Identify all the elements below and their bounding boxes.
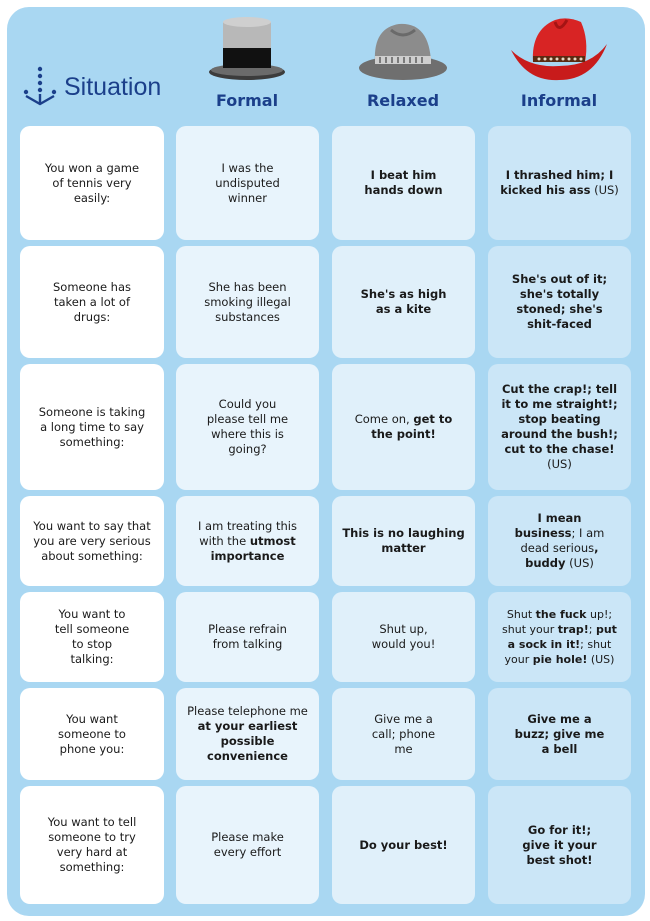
informal-plain-text: up!; shut your — [502, 608, 613, 636]
relaxed-cell — [332, 364, 475, 490]
relaxed-text: Shut up, would you! — [371, 622, 436, 651]
situation-title: Situation — [64, 72, 162, 101]
informal-bold-text: Cut the crap!; tell it to me straight!; stop beating around the bush!; cut to the chase! — [501, 382, 618, 456]
informal-cell — [488, 592, 631, 682]
relaxed-bold-text: get to the point! — [371, 412, 453, 441]
situation-text: You want someone to phone you: — [58, 711, 126, 756]
formal-text: Please refrain from talking — [208, 622, 287, 651]
relaxed-cell — [332, 126, 475, 240]
informal-cell — [488, 364, 631, 490]
formal-text: She has been smoking illegal substances — [204, 279, 291, 324]
situation-header — [22, 66, 161, 108]
formal-cell — [176, 786, 319, 904]
informal-plain-text: ; I am dead serious — [520, 526, 605, 555]
column-title-informal: Informal — [520, 91, 598, 110]
formal-text: Please make every effort — [211, 830, 284, 859]
column-header-formal — [176, 0, 318, 120]
situation-text: You won a game of tennis very easily: — [44, 160, 140, 205]
relaxed-cell — [332, 786, 475, 904]
informal-note-text: (US) — [590, 183, 619, 197]
informal-bold-text: , buddy — [525, 541, 599, 570]
informal-bold-text: pie hole! — [532, 653, 588, 666]
situation-text: You want to say that you are very serious about something: — [33, 518, 151, 563]
formal-plain-text: Please telephone me — [187, 704, 308, 718]
informal-bold-text: I thrashed him; I kicked his ass — [500, 168, 614, 197]
column-title-relaxed: Relaxed — [366, 91, 440, 110]
informal-bold-text: trap! — [557, 623, 589, 636]
informal-note-text: (US) — [587, 653, 615, 666]
formal-plain-text: I am treating this with the — [198, 518, 297, 548]
informal-bold-text: I mean business — [514, 511, 582, 540]
relaxed-plain-text: Come on, — [354, 412, 414, 426]
relaxed-cell — [332, 592, 475, 682]
relaxed-text — [342, 412, 465, 442]
formal-cell — [176, 364, 319, 490]
situation-cell — [20, 786, 164, 904]
column-title-formal: Formal — [215, 91, 279, 110]
formal-bold-text: utmost importance — [210, 533, 296, 563]
relaxed-cell — [332, 496, 475, 586]
relaxed-cell — [332, 246, 475, 358]
dotted-down-arrow-icon — [22, 66, 58, 108]
informal-text: Go for it!; give it your best shot! — [522, 822, 597, 867]
situation-cell — [20, 246, 164, 358]
top-hat-icon — [176, 10, 318, 82]
formal-text: I was the undisputed winner — [215, 160, 280, 205]
situation-text: Someone has taken a lot of drugs: — [53, 279, 131, 324]
informal-text — [498, 168, 621, 198]
relaxed-text: She's as high as a kite — [360, 287, 447, 316]
informal-bold-text: put a sock in it! — [507, 623, 617, 651]
relaxed-text: Do your best! — [359, 837, 448, 852]
informal-cell — [488, 496, 631, 586]
informal-text: Give me a buzz; give me a bell — [514, 711, 605, 756]
column-header-informal — [488, 0, 630, 120]
situation-text: You want to tell someone to stop talking: — [54, 607, 130, 666]
formal-text — [186, 704, 309, 764]
column-header-relaxed — [332, 0, 474, 120]
fedora-hat-icon — [332, 10, 474, 84]
informal-plain-text: Shut — [506, 608, 536, 621]
situation-text: Someone is taking a long time to say something: — [38, 404, 146, 449]
informal-plain-text: ; shut your — [504, 638, 612, 666]
situation-cell — [20, 496, 164, 586]
formal-cell — [176, 246, 319, 358]
informal-text — [498, 607, 621, 667]
formal-cell — [176, 592, 319, 682]
informal-cell — [488, 688, 631, 780]
formal-cell — [176, 688, 319, 780]
informal-cell — [488, 246, 631, 358]
informal-plain-text: ; — [588, 623, 596, 636]
formal-cell — [176, 126, 319, 240]
informal-text — [498, 511, 621, 571]
informal-cell — [488, 786, 631, 904]
situation-cell — [20, 592, 164, 682]
informal-text: She's out of it; she's totally stoned; she's shit-faced — [511, 272, 608, 331]
formal-cell — [176, 496, 319, 586]
situation-cell — [20, 126, 164, 240]
informal-note-text: (US) — [547, 457, 572, 471]
informal-bold-text: the fuck — [535, 608, 587, 621]
informal-note-text: (US) — [565, 556, 594, 570]
relaxed-cell — [332, 688, 475, 780]
relaxed-text: I beat him hands down — [364, 168, 443, 197]
informal-text — [498, 382, 621, 472]
formal-bold-text: at your earliest possible convenience — [197, 719, 298, 763]
formal-text — [186, 519, 309, 564]
situation-text: You want to tell someone to try very hard at something: — [47, 815, 137, 874]
relaxed-text: Give me a call; phone me — [371, 711, 436, 756]
situation-cell — [20, 688, 164, 780]
situation-cell — [20, 364, 164, 490]
informal-cell — [488, 126, 631, 240]
cowboy-hat-icon — [488, 10, 630, 84]
relaxed-text: This is no laughing matter — [342, 526, 465, 555]
formal-text: Could you please tell me where this is going? — [206, 397, 289, 456]
